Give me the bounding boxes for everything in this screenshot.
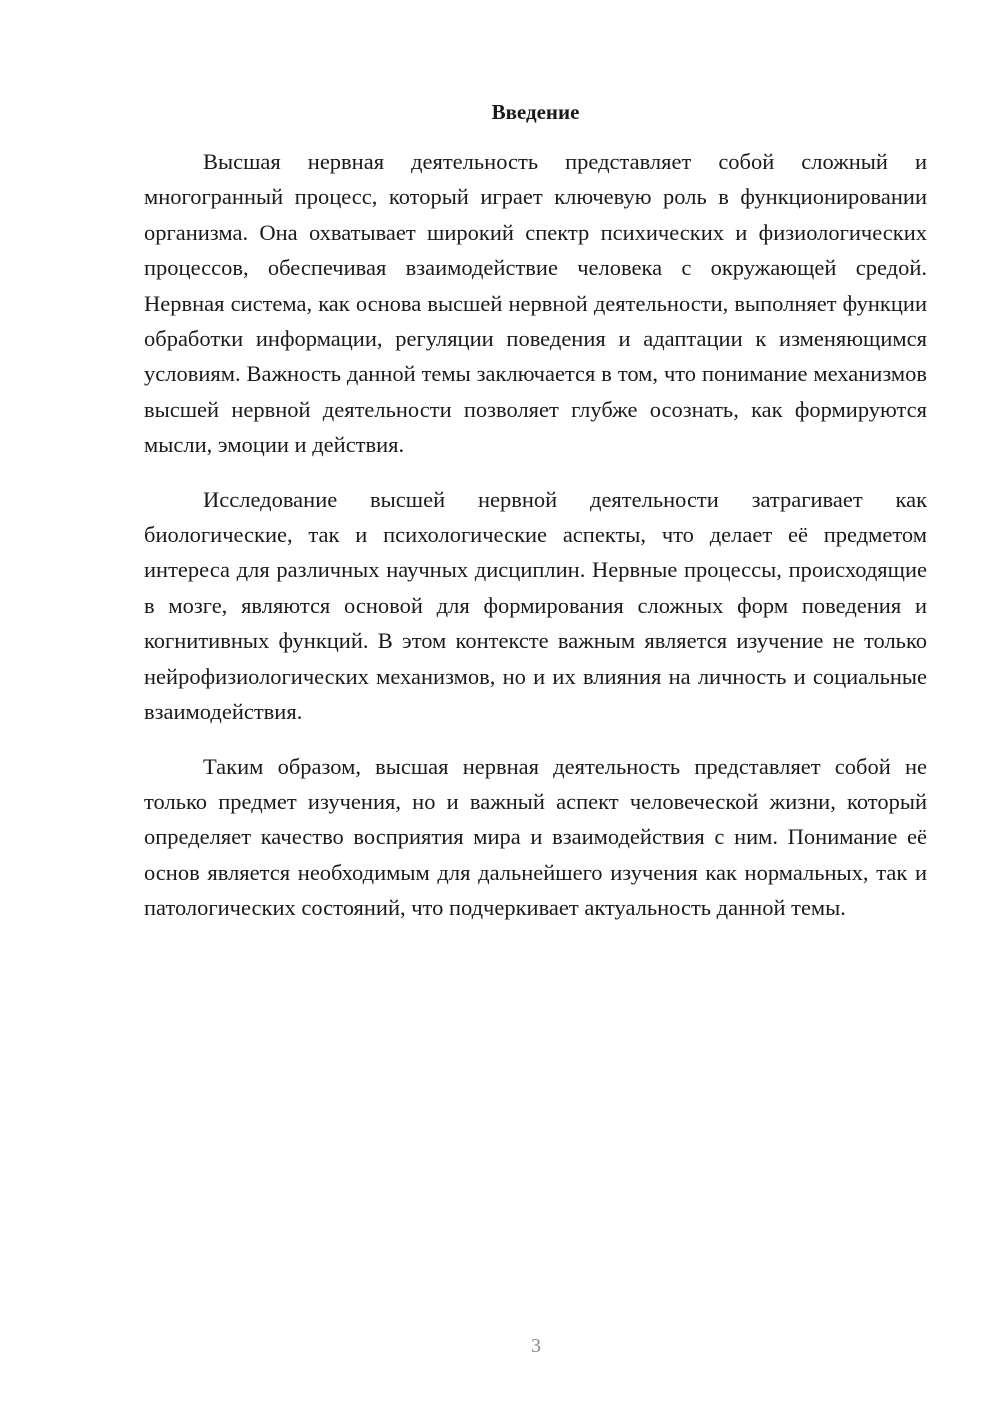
section-heading: Введение	[491, 100, 580, 124]
paragraph-1: Высшая нервная деятельность представляет собой сложный и многогранный процесс, который играет ключевую роль в функционировании организма. Она охватывает широкий спектр психических и физиологических процессов, обеспечивая взаимодействие человека с окружающей средой. Нервная система, как основа высшей нервной деятельности, выполняет функции обработки информации, регуляции поведения и адаптации к изменяющимся условиям. Важность данной темы заключается в том, что понимание механизмов высшей нервной деятельности позволяет глубже осознать, как формируются мысли, эмоции и действия.	[144, 149, 927, 458]
paragraph-2: Исследование высшей нервной деятельности затрагивает как биологические, так и психологические аспекты, что делает её предметом интереса для различных научных дисциплин. Нервные процессы, происходящие в мозге, являются основой для формирования сложных форм поведения и когнитивных функций. В этом контексте важным является изучение не только нейрофизиологических механизмов, но и их влияния на личность и социальные взаимодействия.	[144, 486, 927, 725]
paragraph-3: Таким образом, высшая нервная деятельность представляет собой не только предмет изучения, но и важный аспект человеческой жизни, который определяет качество восприятия мира и взаимодействия с ним. Понимание её основ является необходимым для дальнейшего изучения как нормальных, так и патологических состояний, что подчеркивает актуальность данной темы.	[144, 753, 927, 921]
page-content	[144, 97, 927, 926]
page-number: 3	[531, 1335, 541, 1357]
